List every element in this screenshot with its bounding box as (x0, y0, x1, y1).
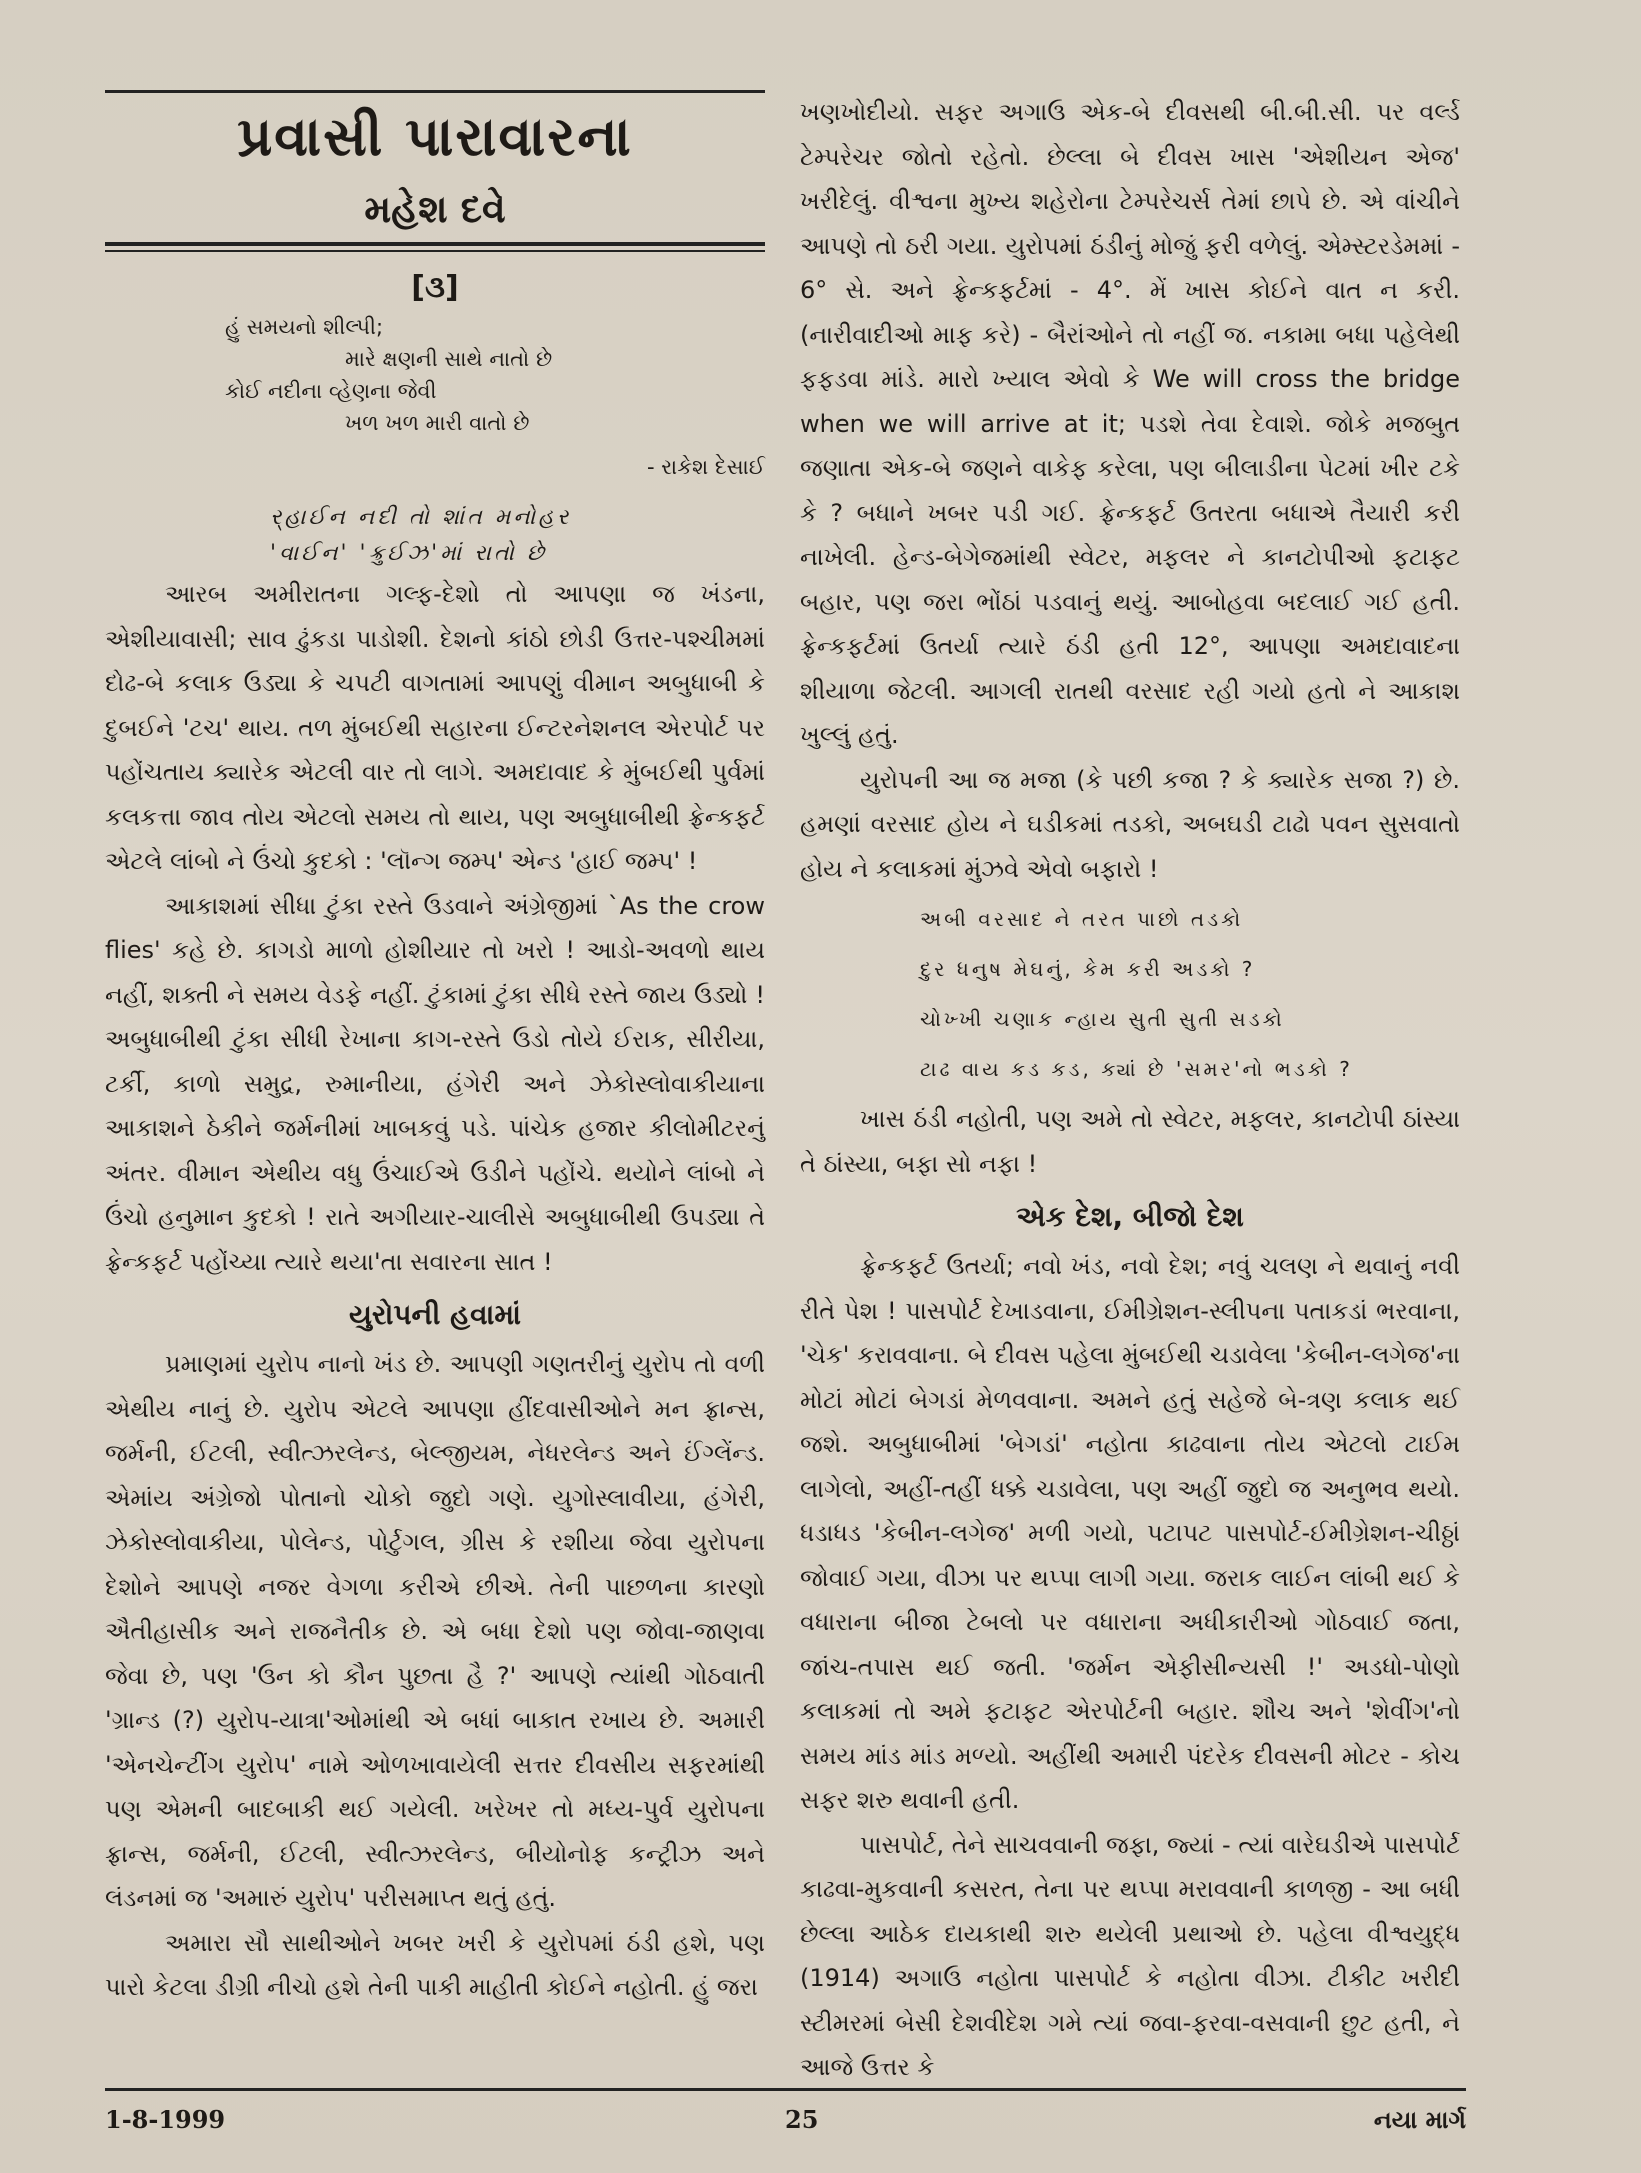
paragraph: આકાશમાં સીધા ટુંકા રસ્તે ઉડવાને અંગ્રેજીમાં `As the crow flies' કહે છે. કાગડો માળો હોશીયાર તો ખરો ! આડો-અવળો થાય નહીં, શક્તી ને સમય વેડફે નહીં. ટુંકામાં ટુંકા સીધે રસ્તે જાય ઉડ્યો ! અબુધાબીથી ટુંકા સીધી રેખાના કાગ-રસ્તે ઉડો તોયે ઈરાક, સીરીયા, ટર્કી, કાળો સમુદ્ર, રુમાનીયા, હંગેરી અને ઝેકોસ્લોવાકીયાના આકાશને ઠેકીને જર્મનીમાં ખાબકવું પડે. પાંચેક હજાર કીલોમીટરનું અંતર. વીમાન એથીય વધુ ઉંચાઈએ ઉડીને પહોંચે. થયોને લાંબો ને ઉંચો હનુમાન કુદકો ! રાતે અગીયાર-ચાલીસે અબુધાબીથી ઉપડ્યા તે ફ્રેન્કફર્ટ પહોંચ્યા ત્યારે થયા'તા સવારના સાત ! (105, 891, 765, 1276)
author-name: મહેશ દવે (364, 187, 506, 231)
verse-line: 'વાઈન' 'ક્રુઈઝ'માં રાતો છે (270, 541, 547, 566)
page-footer (105, 2088, 1466, 2134)
poem-line: ખળ ખળ મારી વાતો છે (345, 411, 530, 435)
right-column (800, 90, 1460, 2090)
verse-line: ટાઢ વાય કડ કડ, ક્યાં છે 'સમર'નો ભડકો ? (920, 1057, 1353, 1081)
opening-poem (105, 311, 765, 439)
article-title: પ્રવાસી પારાવારના (237, 105, 633, 168)
paragraph: અમારા સૌ સાથીઓને ખબર ખરી કે યુરોપમાં ઠંડી હશે, પણ પારો કેટલા ડીગ્રી નીચો હશે તેની પાકી માહીતી કોઈને નહોતી. હું જરા (105, 1928, 765, 2001)
issue-date: 1-8-1999 (105, 2105, 226, 2134)
verse-line: દુર ધનુષ મેઘનું, કેમ કરી અડકો ? (920, 957, 1256, 981)
paragraph: પ્રમાણમાં યુરોપ નાનો ખંડ છે. આપણી ગણતરીનું યુરોપ તો વળી એથીય નાનું છે. યુરોપ એટલે આપણા હીંદવાસીઓને મન ફ્રાન્સ, જર્મની, ઈટલી, સ્વીત્ઝરલેન્ડ, બેલ્જીયમ, નેધરલેન્ડ અને ઈંગ્લેંન્ડ. એમાંય અંગ્રેજો પોતાનો ચોકો જુદો ગણે. યુગોસ્લાવીયા, હંગેરી, ઝેકોસ્લોવાકીયા, પોલેન્ડ, પોર્ટુગલ, ગ્રીસ કે રશીયા જેવા યુરોપના દેશોને આપણે નજર વેગળા કરીએ છીએ. તેની પાછળના કારણો ઐતીહાસીક અને રાજનૈતીક છે. એ બધા દેશો પણ જોવા-જાણવા જેવા છે, પણ 'ઉન કો કૌન પુછતા હૈ ?' આપણે ત્યાંથી ગોઠવાતી 'ગ્રાન્ડ (?) યુરોપ-યાત્રા'ઓમાંથી એ બધાં બાકાત રખાય છે. અમારી 'એનચેન્ટીંગ યુરોપ' નામે ઓળખાવાયેલી સત્તર દીવસીય સફરમાંથી પણ એમની બાદબાકી થઈ ગયેલી. ખરેખર તો મધ્ય-પુર્વ યુરોપના ફ્રાન્સ, જર્મની, ઈટલી, સ્વીત્ઝરલેન્ડ, બીયોનોફ કન્ટ્રીઝ અને લંડનમાં જ 'અમારું યુરોપ' પરીસમાપ્ત થતું હતું. (105, 1350, 765, 1912)
title-top-rule (105, 90, 765, 93)
paragraph: ખાસ ઠંડી નહોતી, પણ અમે તો સ્વેટર, મફલર, કાનટોપી ઠાંસ્યા તે ઠાંસ્યા, બફા સો નફા ! (800, 1105, 1460, 1178)
paragraph: ખણખોદીયો. સફર અગાઉ એક-બે દીવસથી બી.બી.સી. પર વર્લ્ડ ટેમ્પરેચર જોતો રહેતો. છેલ્લા બે દીવસ ખાસ 'એશીયન એજ' ખરીદેલું. વીશ્વના મુખ્ય શહેરોના ટેમ્પરેચર્સ તેમાં છાપે છે. એ વાંચીને આપણે તો ઠરી ગયા. યુરોપમાં ઠંડીનું મોજું ફરી વળેલું. એમ્સ્ટરડેમમાં - 6° સે. અને ફ્રેન્કફર્ટમાં - 4°. મેં ખાસ કોઈને વાત ન કરી. (નારીવાદીઓ માફ કરે) - બૈરાંઓને તો નહીં જ. નકામા બધા પહેલેથી ફફડવા માંડે. મારો ખ્યાલ એવો કે We will cross the bridge when we will arrive at it; પડશે તેવા દેવાશે. જોકે મજબુત જણાતા એક-બે જણને વાકેફ કરેલા, પણ બીલાડીના પેટમાં ખીર ટકે કે ? બધાને ખબર પડી ગઈ. ફ્રેન્કફર્ટ ઉતરતા બધાએ તૈયારી કરી નાખેલી. હેન્ડ-બેગેજમાંથી સ્વેટર, મફલર ને કાનટોપીઓ ફટાફટ બહાર, પણ જરા ભોંઠાં પડવાનું થયું. આબોહવા બદલાઈ ગઈ હતી. ફ્રેન્કફર્ટમાં ઉતર્યા ત્યારે ઠંડી હતી 12°, આપણા અમદાવાદના શીયાળા જેટલી. આગલી રાતથી વરસાદ રહી ગયો હતો ને આકાશ ખુલ્લું હતું. (800, 98, 1460, 749)
paragraph: ફ્રેન્કફર્ટ ઉતર્યા; નવો ખંડ, નવો દેશ; નવું ચલણ ને થવાનું નવી રીતે પેશ ! પાસપોર્ટ દેખાડવાના, ઈમીગ્રેશન-સ્લીપના પતાકડાં ભરવાના, 'ચેક' કરાવવાના. બે દીવસ પહેલા મુંબઈથી ચડાવેલા 'કેબીન-લગેજ'ના મોટાં મોટાં બેગડાં મેળવવાના. અમને હતું સહેજે બે-ત્રણ કલાક થઈ જશે. અબુધાબીમાં 'બેગડાં' નહોતા કાઢવાના તોય એટલો ટાઈમ લાગેલો, અહીં-તહીં ધક્કે ચડાવેલા, પણ અહીં જુદો જ અનુભવ થયો. ધડાધડ 'કેબીન-લગેજ' મળી ગયો, પટાપટ પાસપોર્ટ-ઈમીગ્રેશન-ચીઠ્ઠાં જોવાઈ ગયા, વીઝા પર થપ્પા લાગી ગયા. જરાક લાઈન લાંબી થઈ કે વધારાના બીજા ટેબલો પર વધારાના અધીકારીઓ ગોઠવાઈ જતા, જાંચ-તપાસ થઈ જતી. 'જર્મન એફીસીન્યસી !' અડધો-પોણો કલાકમાં તો અમે ફટાફટ એરપોર્ટની બહાર. શૌચ અને 'શેવીંગ'નો સમય માંડ માંડ મળ્યો. અહીંથી અમારી પંદરેક દીવસની મોટર - કોચ સફર શરુ થવાની હતી. (800, 1252, 1460, 1814)
subheading: એક દેશ, બીજો દેશ (1016, 1200, 1244, 1233)
verse-line: ર્‌હાઈન નદી તો શાંત મનોહર (270, 505, 572, 530)
verse-line: અબી વરસાદ ને તરત પાછો તડકો (920, 907, 1244, 931)
paragraph: આરબ અમીરાતના ગલ્ફ-દેશો તો આપણા જ ખંડના, એશીયાવાસી; સાવ ઢુંકડા પાડોશી. દેશનો કાંઠો છોડી ઉત્તર-પશ્ચીમમાં દોઢ-બે કલાક ઉડ્યા કે ચપટી વાગતામાં આપણું વીમાન અબુધાબી કે દુબઈને 'ટચ' થાય. તળ મુંબઈથી સહારના ઈન્ટરનેશનલ એરપોર્ટ પર પહોંચતાય ક્યારેક એટલી વાર તો લાગે. અમદાવાદ કે મુંબઈથી પુર્વમાં કલકત્તા જાવ તોય એટલો સમય તો થાય, પણ અબુધાબીથી ફ્રેન્કફર્ટ એટલે લાંબો ને ઉંચો કુદકો : 'લૉન્ગ જમ્પ' એન્ડ 'હાઈ જમ્પ' ! (105, 580, 765, 875)
title-bottom-rule (105, 242, 765, 252)
poem-attribution: - રાકેશ દેસાઈ (646, 455, 765, 479)
poem-line: હું સમયનો શીલ્પી; (225, 315, 384, 339)
poem-line: મારે ક્ષણની સાથે નાતો છે (345, 347, 553, 371)
poem-line: કોઈ નદીના વ્હેણના જેવી (225, 379, 437, 403)
subheading: યુરોપની હવામાં (348, 1298, 522, 1331)
left-column (105, 90, 765, 2010)
monsoon-verse (800, 897, 1460, 1091)
verse-line: ચોખ્ખી ચણાક ન્હાય સુતી સુતી સડકો (920, 1007, 1285, 1031)
paragraph: યુરોપની આ જ મજા (કે પછી કજા ? કે ક્યારેક સજા ?) છે. હમણાં વરસાદ હોય ને ઘડીકમાં તડકો, અબઘડી ટાઢો પવન સુસવાતો હોય ને કલાકમાં મુંઝવે એવો બફારો ! (800, 765, 1460, 883)
paragraph: પાસપોર્ટ, તેને સાચવવાની જફા, જ્યાં - ત્યાં વારેઘડીએ પાસપોર્ટ કાઢવા-મુકવાની કસરત, તેના પર થપ્પા મરાવવાની કાળજી - આ બધી છેલ્લા આઠેક દાયકાથી શરુ થયેલી પ્રથાઓ છે. પહેલા વીશ્વયુદ્ધ (1914) અગાઉ નહોતા પાસપોર્ટ કે નહોતા વીઝા. ટીકીટ ખરીદી સ્ટીમરમાં બેસી દેશવીદેશ ગમે ત્યાં જવા-ફરવા-વસવાની છુટ હતી, ને આજે ઉત્તર કે (800, 1830, 1460, 2081)
page-number: 25 (785, 2105, 819, 2134)
section-number: [૩] (411, 270, 459, 305)
rhine-verse (105, 500, 765, 572)
magazine-name: નયા માર્ગ (1373, 2105, 1466, 2134)
